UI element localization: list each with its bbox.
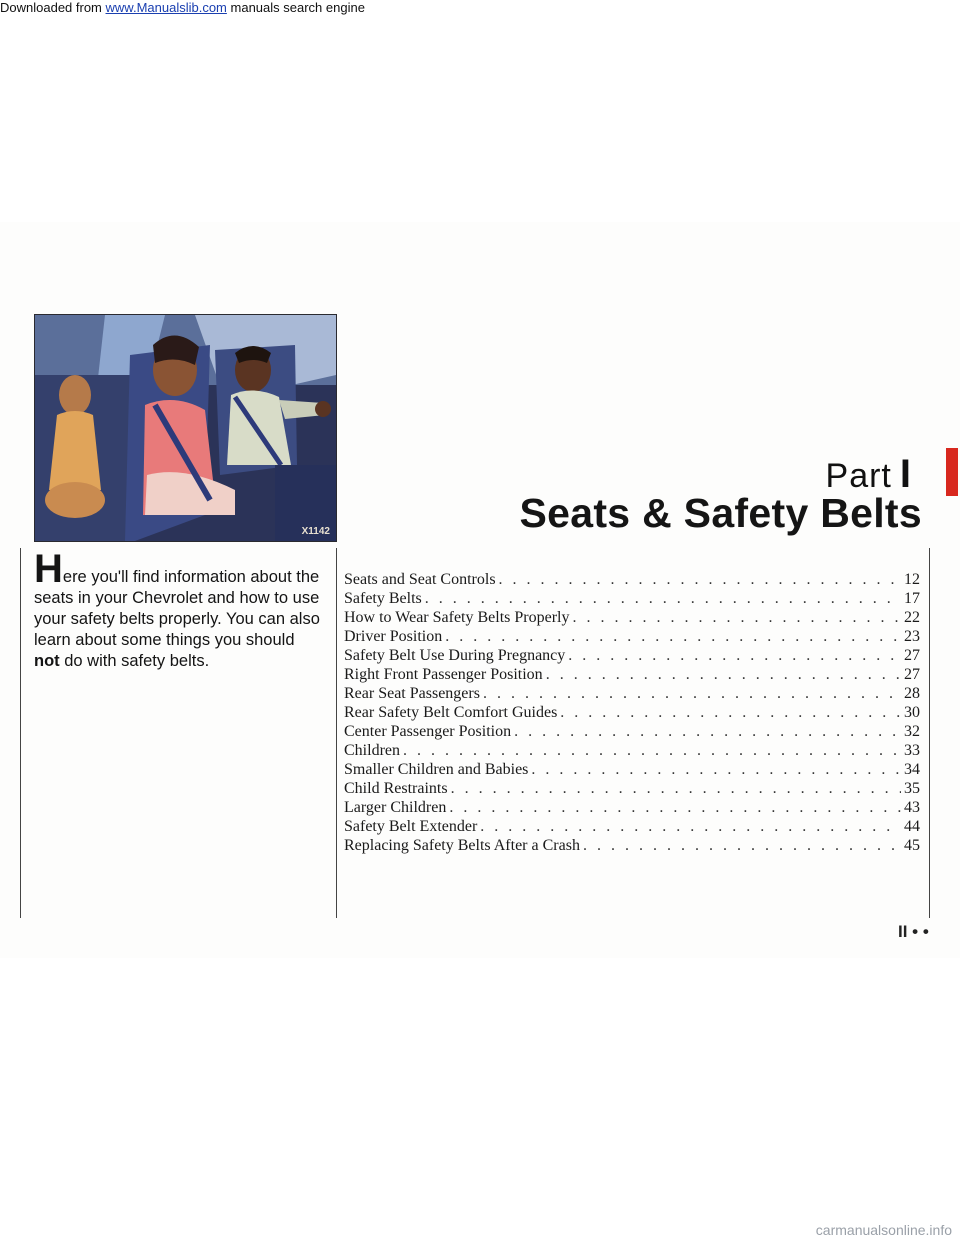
toc-entry[interactable] bbox=[344, 760, 920, 779]
toc-entry[interactable] bbox=[344, 817, 920, 836]
figure-label: X1142 bbox=[301, 526, 330, 537]
manualslib-link[interactable]: www.Manualslib.com bbox=[105, 0, 227, 15]
toc-entry-page: 43 bbox=[904, 799, 920, 816]
toc-entry-page: 30 bbox=[904, 704, 920, 721]
toc-entry-title: Safety Belts bbox=[344, 590, 422, 607]
toc-entry-page: 28 bbox=[904, 685, 920, 702]
page-number: II • • bbox=[898, 922, 929, 941]
toc-entry-title: Driver Position bbox=[344, 628, 443, 645]
toc-entry-title: Safety Belt Use During Pregnancy bbox=[344, 647, 566, 664]
toc-entry-page: 22 bbox=[904, 609, 920, 626]
middle-divider bbox=[336, 548, 337, 918]
toc-entry-title: Center Passenger Position bbox=[344, 723, 512, 740]
toc-entry-page: 45 bbox=[904, 837, 920, 854]
intro-bold-word: not bbox=[34, 652, 60, 670]
toc-entry-page: 33 bbox=[904, 742, 920, 759]
toc-entry[interactable] bbox=[344, 684, 920, 703]
toc-entry-title: Rear Safety Belt Comfort Guides bbox=[344, 704, 558, 721]
toc-entry[interactable] bbox=[344, 608, 920, 627]
toc-entry[interactable] bbox=[344, 741, 920, 760]
toc-entry-title: Replacing Safety Belts After a Crash bbox=[344, 837, 580, 854]
left-divider bbox=[20, 548, 21, 918]
toc-entry[interactable] bbox=[344, 570, 920, 589]
intro-text-start: ere you'll find information about the seats in your Chevrolet and how to use your safety belts properly. You can also learn about some things you should bbox=[34, 568, 320, 649]
toc-entry-title: Larger Children bbox=[344, 799, 447, 816]
drop-cap: H bbox=[34, 547, 63, 591]
toc-entry[interactable] bbox=[344, 589, 920, 608]
toc-entry[interactable] bbox=[344, 703, 920, 722]
toc-entry-page: 34 bbox=[904, 761, 920, 778]
toc-entry-title: Child Restraints bbox=[344, 780, 448, 797]
banner-prefix: Downloaded from bbox=[0, 0, 102, 15]
seated-passengers-illustration bbox=[34, 314, 337, 542]
toc-entry-page: 27 bbox=[904, 666, 920, 683]
intro-paragraph bbox=[34, 547, 324, 672]
toc-entry-page: 32 bbox=[904, 723, 920, 740]
section-tab-marker bbox=[946, 448, 958, 496]
toc-entry-page: 27 bbox=[904, 647, 920, 664]
toc-entry[interactable] bbox=[344, 665, 920, 684]
toc-entry-page: 44 bbox=[904, 818, 920, 835]
toc-entry-title: Right Front Passenger Position bbox=[344, 666, 543, 683]
toc-entry[interactable] bbox=[344, 836, 920, 855]
toc-entry[interactable] bbox=[344, 798, 920, 817]
download-banner bbox=[0, 0, 365, 16]
footer-watermark: carmanualsonline.info bbox=[815, 1222, 952, 1238]
toc-entry-title: Children bbox=[344, 742, 400, 759]
toc-entry-page: 12 bbox=[904, 571, 920, 588]
right-divider bbox=[929, 548, 930, 918]
toc-entry[interactable] bbox=[344, 779, 920, 798]
toc-entry-page: 17 bbox=[904, 590, 920, 607]
toc-entry-title: Rear Seat Passengers bbox=[344, 685, 480, 702]
intro-text-end: do with safety belts. bbox=[59, 652, 210, 670]
toc-entry[interactable] bbox=[344, 646, 920, 665]
toc-entry-title: Safety Belt Extender bbox=[344, 818, 478, 835]
part-label: Part bbox=[825, 457, 892, 495]
section-title: Seats & Safety Belts bbox=[519, 490, 922, 536]
toc-entry[interactable] bbox=[344, 627, 920, 646]
toc-entry-page: 23 bbox=[904, 628, 920, 645]
toc-entry-title: Smaller Children and Babies bbox=[344, 761, 529, 778]
toc-entry-title: How to Wear Safety Belts Properly bbox=[344, 609, 570, 626]
part-number: I bbox=[899, 452, 912, 496]
table-of-contents bbox=[344, 570, 920, 855]
toc-entry-title: Seats and Seat Controls bbox=[344, 571, 496, 588]
toc-entry[interactable] bbox=[344, 722, 920, 741]
toc-entry-page: 35 bbox=[904, 780, 920, 797]
banner-suffix: manuals search engine bbox=[230, 0, 365, 15]
